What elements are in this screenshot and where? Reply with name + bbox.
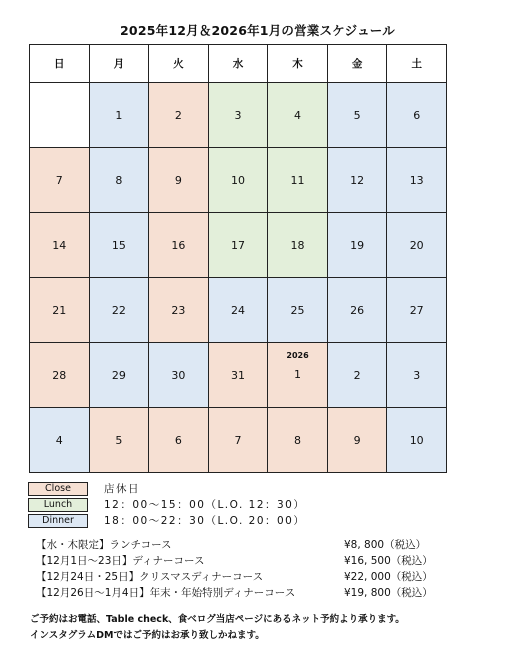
calendar-day-cell: [327, 343, 387, 408]
legend-text-close: 店休日: [104, 483, 140, 495]
calendar-day-cell: [149, 148, 209, 213]
course-price: ¥19, 800（税込）: [344, 587, 433, 599]
course-name: 【水・木限定】ランチコース: [36, 539, 172, 551]
day-number: 4: [55, 433, 63, 447]
day-number: 6: [413, 108, 421, 122]
calendar-day-cell: [268, 278, 328, 343]
day-number: 3: [234, 108, 242, 122]
calendar-day-cell: [387, 148, 447, 213]
day-number: 12: [350, 173, 365, 187]
course-price: ¥22, 000（税込）: [344, 571, 433, 583]
day-number: 16: [171, 238, 186, 252]
calendar-week-row: [30, 343, 447, 408]
weekday-sunday: 日: [30, 45, 90, 83]
calendar-day-cell: [268, 148, 328, 213]
day-number: 22: [111, 303, 126, 317]
calendar-day-cell: [89, 148, 149, 213]
course-item: [36, 553, 433, 569]
day-number: 23: [171, 303, 186, 317]
day-number: 20: [409, 238, 424, 252]
calendar-day-cell: [149, 83, 209, 148]
calendar-day-cell: [30, 408, 90, 473]
calendar-day-cell: [89, 408, 149, 473]
day-number: 10: [409, 433, 424, 447]
calendar-week-row: [30, 213, 447, 278]
calendar-day-cell: [208, 408, 268, 473]
note-line: ご予約はお電話、Table check、食べログ当店ページにあるネット予約より承ります。: [30, 614, 405, 625]
calendar-day-cell: [268, 213, 328, 278]
course-name: 【12月26日～1月4日】年末・年始特別ディナーコース: [36, 587, 296, 599]
day-number: 11: [290, 173, 305, 187]
day-number: 19: [350, 238, 365, 252]
calendar-day-cell: [268, 83, 328, 148]
calendar-day-cell: [30, 343, 90, 408]
day-number: 5: [115, 433, 123, 447]
legend-row-dinner: [28, 513, 305, 528]
calendar-week-row: [30, 148, 447, 213]
day-number: 30: [171, 368, 186, 382]
calendar-day-cell: [30, 148, 90, 213]
day-number: 5: [353, 108, 361, 122]
calendar-day-cell: [387, 278, 447, 343]
day-number: 6: [174, 433, 182, 447]
calendar-day-cell: [149, 213, 209, 278]
legend: [28, 481, 305, 529]
day-number: 29: [111, 368, 126, 382]
legend-text-lunch: 12：00～15：00（L.O. 12：30）: [104, 499, 306, 511]
calendar-day-cell: [387, 408, 447, 473]
day-number: 9: [174, 173, 182, 187]
calendar-day-cell: [149, 408, 209, 473]
calendar-day-cell: [208, 343, 268, 408]
calendar-day-cell: [208, 213, 268, 278]
weekday-saturday: 土: [387, 45, 447, 83]
day-number: 14: [52, 238, 67, 252]
calendar-day-cell: [89, 278, 149, 343]
calendar-day-cell: [89, 83, 149, 148]
day-number: 15: [111, 238, 126, 252]
calendar-day-cell: [327, 278, 387, 343]
calendar-day-cell: [89, 213, 149, 278]
course-item: [36, 569, 433, 585]
day-number: 26: [350, 303, 365, 317]
calendar-day-cell: [387, 83, 447, 148]
calendar-week-row: [30, 278, 447, 343]
weekday-wednesday: 水: [208, 45, 268, 83]
day-number: 18: [290, 238, 305, 252]
day-number: 7: [234, 433, 242, 447]
year-label: 2026: [286, 351, 309, 360]
calendar-empty-cell: [30, 83, 90, 148]
calendar-week-row: [30, 408, 447, 473]
calendar-day-cell: [89, 343, 149, 408]
legend-text-dinner: 18：00～22：30（L.O. 20：00）: [104, 515, 306, 527]
day-number: 21: [52, 303, 67, 317]
day-number: 10: [230, 173, 245, 187]
legend-swatch-dinner: Dinner: [28, 514, 88, 528]
day-number: 7: [55, 173, 63, 187]
day-number: 1: [115, 108, 123, 122]
day-number: 13: [409, 173, 424, 187]
weekday-header-row: [30, 45, 447, 83]
day-number: 28: [52, 368, 67, 382]
day-number: 4: [294, 108, 302, 122]
day-number: 8: [294, 433, 302, 447]
calendar-day-cell: [327, 213, 387, 278]
weekday-thursday: 木: [268, 45, 328, 83]
legend-swatch-close: Close: [28, 482, 88, 496]
course-price: ¥16, 500（税込）: [344, 555, 433, 567]
calendar-day-cell: [387, 213, 447, 278]
day-number: 3: [413, 368, 421, 382]
course-list: [36, 537, 433, 601]
calendar-day-cell: [149, 343, 209, 408]
day-number: 17: [230, 238, 245, 252]
calendar-body: [30, 83, 447, 473]
legend-swatch-lunch: Lunch: [28, 498, 88, 512]
day-number: 27: [409, 303, 424, 317]
day-number: 31: [230, 368, 245, 382]
calendar-day-cell: [327, 408, 387, 473]
calendar-day-cell: [30, 213, 90, 278]
calendar-day-cell: [268, 408, 328, 473]
calendar-week-row: [30, 83, 447, 148]
legend-row-close: [28, 481, 305, 496]
calendar-day-cell: [327, 148, 387, 213]
weekday-monday: 月: [89, 45, 149, 83]
day-number: 25: [290, 303, 305, 317]
day-number: 24: [230, 303, 245, 317]
day-number: 9: [353, 433, 361, 447]
course-item: [36, 537, 426, 553]
calendar-day-cell: [327, 83, 387, 148]
calendar-day-cell: [387, 343, 447, 408]
day-number: 1: [294, 368, 302, 381]
weekday-tuesday: 火: [149, 45, 209, 83]
reservation-notes: [30, 611, 405, 643]
course-name: 【12月1日～23日】ディナーコース: [36, 555, 205, 567]
day-number: 8: [115, 173, 123, 187]
note-line: インスタグラムDMではご予約はお承り致しかねます。: [30, 630, 265, 641]
course-name: 【12月24日・25日】クリスマスディナーコース: [36, 571, 264, 583]
calendar-day-cell: [30, 278, 90, 343]
course-price: ¥8, 800（税込）: [344, 539, 427, 551]
day-number: 2: [174, 108, 182, 122]
page-title: 2025年12月＆2026年1月の営業スケジュール: [120, 23, 395, 38]
calendar-day-cell: [208, 148, 268, 213]
calendar-table: [29, 44, 447, 473]
calendar-day-cell: [208, 83, 268, 148]
weekday-friday: 金: [327, 45, 387, 83]
calendar-day-cell: [208, 278, 268, 343]
calendar-day-cell: [149, 278, 209, 343]
calendar-day-cell: [268, 343, 328, 408]
day-number: 2: [353, 368, 361, 382]
course-item: [36, 585, 433, 601]
legend-row-lunch: [28, 497, 305, 512]
